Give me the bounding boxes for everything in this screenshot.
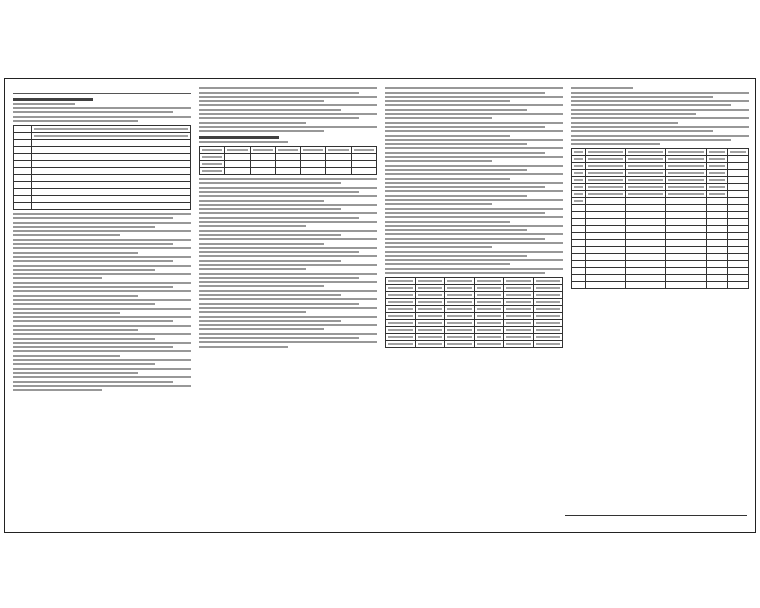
text-line (199, 346, 288, 348)
text-line (199, 92, 359, 94)
text-line (199, 195, 377, 197)
drawing-sheet (4, 78, 756, 533)
text-line (385, 87, 563, 89)
text-line (13, 290, 191, 292)
text-line (13, 363, 155, 365)
text-line (13, 234, 120, 236)
text-line (13, 247, 191, 249)
text-line (385, 225, 563, 227)
text-line (13, 213, 191, 215)
text-line (385, 100, 510, 102)
text-line (13, 230, 191, 232)
text-line (571, 126, 749, 128)
text-line (13, 325, 191, 327)
text-line (385, 199, 563, 201)
text-line (385, 104, 563, 106)
spec-table (199, 146, 377, 175)
text-line (199, 234, 341, 236)
text-line (199, 200, 324, 202)
text-line (199, 260, 341, 262)
text-line (385, 113, 563, 115)
text-line (13, 376, 191, 378)
text-line (199, 264, 377, 266)
text-line (199, 217, 359, 219)
text-line (13, 265, 191, 267)
text-line (13, 103, 75, 105)
text-line (571, 143, 660, 145)
text-line (199, 109, 341, 111)
text-line (571, 122, 678, 124)
text-line (571, 139, 731, 141)
text-line (13, 303, 155, 305)
spec-table (385, 277, 563, 348)
text-line (13, 239, 191, 241)
text-line (199, 212, 377, 214)
text-line (13, 329, 138, 331)
text-line (199, 100, 324, 102)
spec-table (13, 125, 191, 210)
text-line (385, 152, 545, 154)
text-line (13, 260, 173, 262)
spec-column-2 (199, 85, 377, 526)
text-line (385, 263, 510, 265)
text-line (199, 230, 377, 232)
spec-column-3 (385, 85, 563, 526)
text-line (199, 273, 377, 275)
sheet-title (13, 85, 191, 94)
text-line (385, 147, 563, 149)
text-line (385, 178, 510, 180)
text-line (13, 120, 138, 122)
text-line (199, 324, 377, 326)
text-line (385, 139, 563, 141)
text-line (13, 277, 102, 279)
text-line (13, 372, 138, 374)
materials-table (571, 148, 749, 289)
text-line (13, 359, 191, 361)
text-line (385, 135, 510, 137)
text-line (385, 143, 527, 145)
text-line (571, 96, 713, 98)
text-line (385, 156, 563, 158)
text-line (13, 350, 191, 352)
text-line (385, 255, 527, 257)
text-line (571, 113, 696, 115)
text-line (571, 104, 731, 106)
text-line (199, 104, 377, 106)
text-line (199, 337, 359, 339)
text-line (385, 186, 545, 188)
text-line (385, 169, 527, 171)
text-line (13, 299, 191, 301)
text-line (199, 277, 359, 279)
text-line (199, 320, 341, 322)
text-line (199, 303, 359, 305)
text-line (385, 216, 563, 218)
text-line (385, 182, 563, 184)
text-line (385, 165, 563, 167)
text-line (13, 269, 155, 271)
text-line (199, 122, 306, 124)
text-line (199, 141, 288, 143)
section-heading (199, 136, 279, 139)
text-line (199, 221, 377, 223)
text-line (385, 233, 563, 235)
text-line (13, 116, 191, 118)
text-line (385, 109, 527, 111)
section-heading (13, 98, 93, 101)
text-line (385, 259, 563, 261)
spec-column-4 (571, 85, 749, 526)
text-line (385, 122, 563, 124)
text-line (199, 341, 377, 343)
text-line (13, 107, 191, 109)
text-line (13, 222, 191, 224)
text-line (199, 225, 306, 227)
text-line (13, 256, 191, 258)
text-line (199, 130, 324, 132)
text-line (13, 273, 191, 275)
text-line (385, 117, 492, 119)
text-line (13, 111, 173, 113)
text-line (199, 307, 377, 309)
text-line (13, 385, 191, 387)
text-line (199, 187, 377, 189)
text-line (199, 87, 377, 89)
text-line (199, 281, 377, 283)
text-line (199, 178, 377, 180)
text-line (199, 285, 324, 287)
text-line (385, 212, 545, 214)
text-line (571, 87, 633, 89)
text-line (13, 368, 191, 370)
text-line (13, 316, 191, 318)
text-line (199, 113, 377, 115)
text-line (385, 126, 545, 128)
text-line (199, 96, 377, 98)
text-line (385, 92, 545, 94)
text-line (13, 342, 191, 344)
text-line (13, 308, 191, 310)
title-block (565, 515, 747, 526)
text-line (199, 243, 324, 245)
text-line (199, 247, 377, 249)
text-line (385, 203, 492, 205)
text-line (199, 311, 306, 313)
text-line (199, 268, 306, 270)
text-line (199, 294, 341, 296)
text-line (13, 346, 173, 348)
text-line (571, 130, 713, 132)
text-line (571, 92, 749, 94)
text-line (199, 191, 359, 193)
text-line (571, 135, 749, 137)
text-line (199, 238, 377, 240)
text-line (571, 109, 749, 111)
text-line (13, 333, 191, 335)
text-line (13, 286, 173, 288)
text-line (199, 333, 377, 335)
text-line (385, 268, 563, 270)
text-line (199, 204, 377, 206)
text-line (199, 208, 341, 210)
text-line (13, 217, 173, 219)
text-line (199, 255, 377, 257)
text-line (13, 338, 155, 340)
text-line (385, 160, 492, 162)
text-line (571, 117, 749, 119)
text-line (199, 182, 341, 184)
text-line (13, 312, 120, 314)
text-line (13, 381, 173, 383)
text-line (199, 316, 377, 318)
text-line (199, 251, 359, 253)
text-line (199, 117, 359, 119)
text-line (385, 242, 563, 244)
text-line (13, 355, 120, 357)
text-line (571, 100, 749, 102)
text-line (13, 252, 138, 254)
text-line (385, 246, 492, 248)
text-line (13, 282, 191, 284)
text-line (385, 195, 527, 197)
text-line (13, 389, 102, 391)
text-line (385, 251, 563, 253)
text-line (13, 226, 155, 228)
text-line (385, 130, 563, 132)
text-line (199, 298, 377, 300)
text-line (199, 328, 324, 330)
spec-column-1 (13, 85, 191, 526)
text-line (385, 173, 563, 175)
text-line (13, 320, 173, 322)
text-line (385, 238, 545, 240)
text-line (385, 190, 563, 192)
text-line (385, 221, 510, 223)
text-line (199, 126, 377, 128)
text-line (13, 295, 138, 297)
text-line (199, 290, 377, 292)
text-line (385, 96, 563, 98)
text-line (385, 229, 527, 231)
text-line (385, 208, 563, 210)
text-line (385, 272, 545, 274)
text-line (13, 243, 173, 245)
